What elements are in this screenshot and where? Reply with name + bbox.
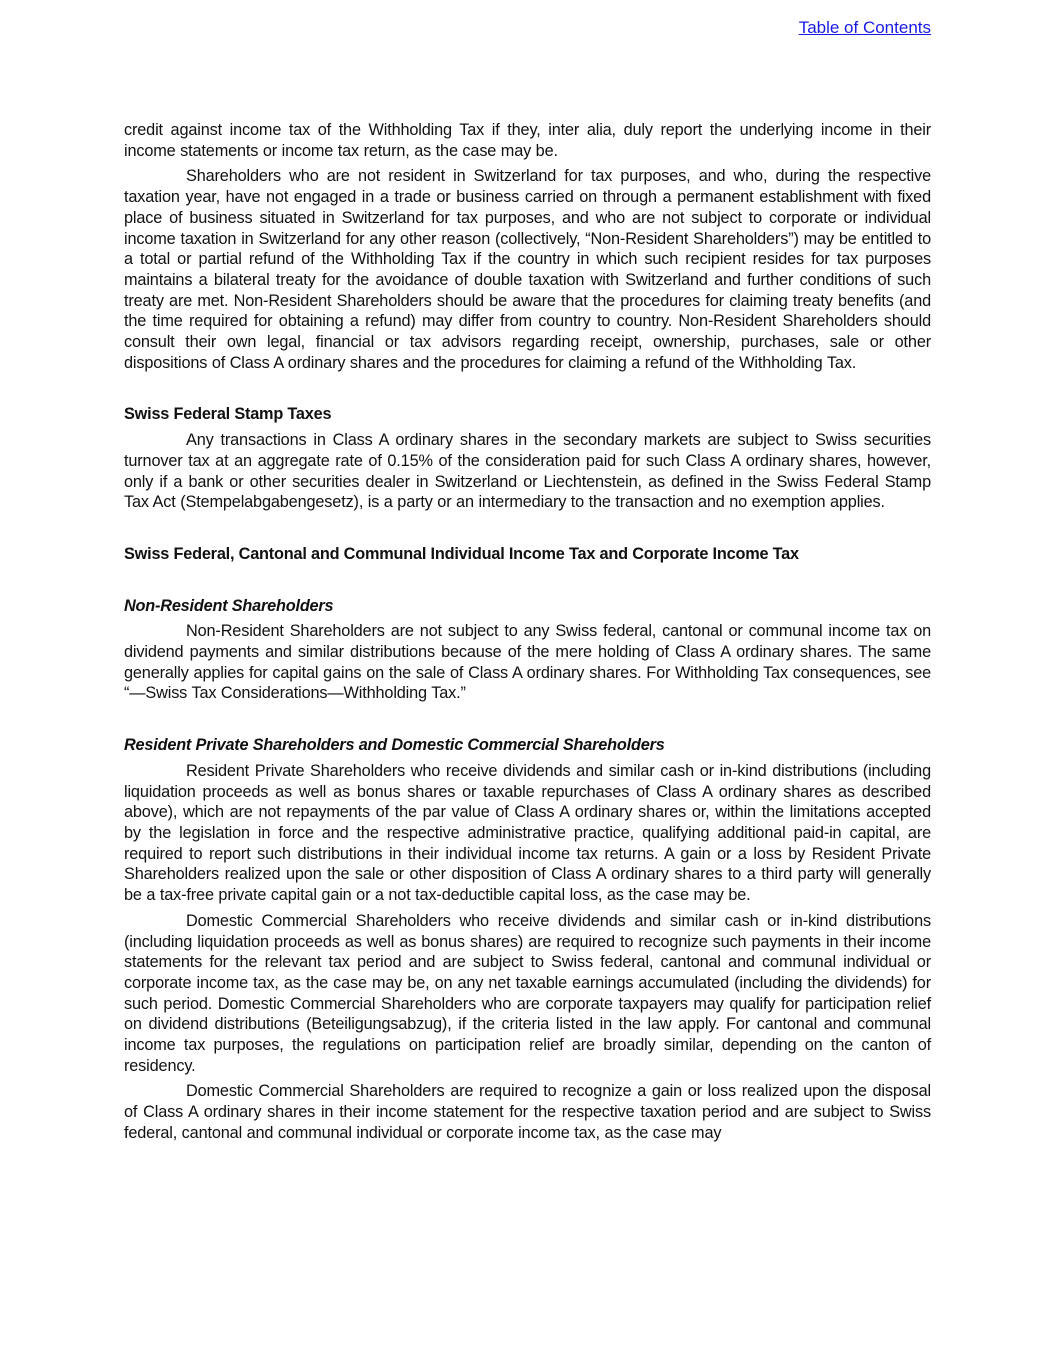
heading-income-tax: Swiss Federal, Cantonal and Communal Individual Income Tax and Corporate Income Tax (124, 544, 799, 563)
heading-stamp-taxes: Swiss Federal Stamp Taxes (124, 405, 332, 424)
paragraph-stamp-taxes: Any transactions in Class A ordinary shares in the secondary markets are subject to Swiss securities turnover tax at an aggregate rate of 0.15% of the consideration paid for such Class A ordinary shares, however, only if a bank or other securities dealer in Switzerland or Liechtenstein, as defined in the Swiss Federal Stamp Tax Act (Stempelabgabengesetz), is a party or an intermediary to the transaction and no exemption applies. (124, 431, 931, 512)
paragraph-non-resident-income: Non-Resident Shareholders are not subject to any Swiss federal, cantonal or communal income tax on dividend payments and similar distributions because of the mere holding of Class A ordinary shares. The same generally applies for capital gains on the sale of Class A ordinary shares. For Withholding Tax consequences, see “—Swiss Tax Considerations—Withholding Tax.” (124, 622, 931, 703)
subheading-non-resident: Non-Resident Shareholders (124, 596, 334, 615)
paragraph-non-resident-refund: Shareholders who are not resident in Switzerland for tax purposes, and who, during the respective taxation year, have not engaged in a trade or business carried on through a permanent establishment with fixed place of business situated in Switzerland for tax purposes, and who are not subject to corporate or individual income taxation in Switzerland for any other reason (collectively, “Non-Resident Shareholders”) may be entitled to a total or partial refund of the Withholding Tax if the country in which such recipient resides for tax purposes maintains a bilateral treaty for the avoidance of double taxation with Switzerland and further conditions of such treaty are met. Non-Resident Shareholders should be aware that the procedures for claiming treaty benefits (and the time required for obtaining a refund) may differ from country to country. Non-Resident Shareholders should consult their own legal, financial or tax advisors regarding receipt, ownership, purchases, sale or other dispositions of Class A ordinary shares and the procedures for claiming a refund of the Withholding Tax. (124, 167, 931, 372)
paragraph-domestic-commercial-dividends: Domestic Commercial Shareholders who receive dividends and similar cash or in-kind distributions (including liquidation proceeds as well as bonus shares) are required to recognize such payments in their income statements for the relevant tax period and are subject to Swiss federal, cantonal and communal individual or corporate income tax, as the case may be, on any net taxable earnings accumulated (including the dividends) for such period. Domestic Commercial Shareholders who are corporate taxpayers may qualify for participation relief on dividend distributions (Beteiligungsabzug), if the criteria listed in the law apply. For cantonal and communal income tax purposes, the regulations on participation relief are broadly similar, depending on the canton of residency. (124, 911, 931, 1075)
paragraph-domestic-commercial-gains: Domestic Commercial Shareholders are required to recognize a gain or loss realized upon the disposal of Class A ordinary shares in their income statement for the respective taxation period and are subject to Swiss federal, cantonal and communal individual or corporate income tax, as the case may (124, 1082, 931, 1142)
table-of-contents-link[interactable]: Table of Contents (798, 18, 931, 37)
paragraph-withholding-credit: credit against income tax of the Withholding Tax if they, inter alia, duly report the underlying income in their income statements or income tax return, as the case may be. (124, 121, 931, 160)
subheading-resident-domestic: Resident Private Shareholders and Domestic Commercial Shareholders (124, 736, 665, 755)
document-body (124, 120, 931, 1144)
paragraph-resident-private: Resident Private Shareholders who receive dividends and similar cash or in-kind distributions (including liquidation proceeds as well as bonus shares or taxable repurchases of Class A ordinary shares as described above), which are not repayments of the par value of Class A ordinary shares or, within the limitations accepted by the legislation in force and the respective administrative practice, qualifying additional paid-in capital, are required to report such distributions in their individual income tax returns. A gain or a loss by Resident Private Shareholders realized upon the sale or other disposition of Class A ordinary shares to a third party will generally be a tax-free private capital gain or a not tax-deductible capital loss, as the case may be. (124, 761, 931, 905)
